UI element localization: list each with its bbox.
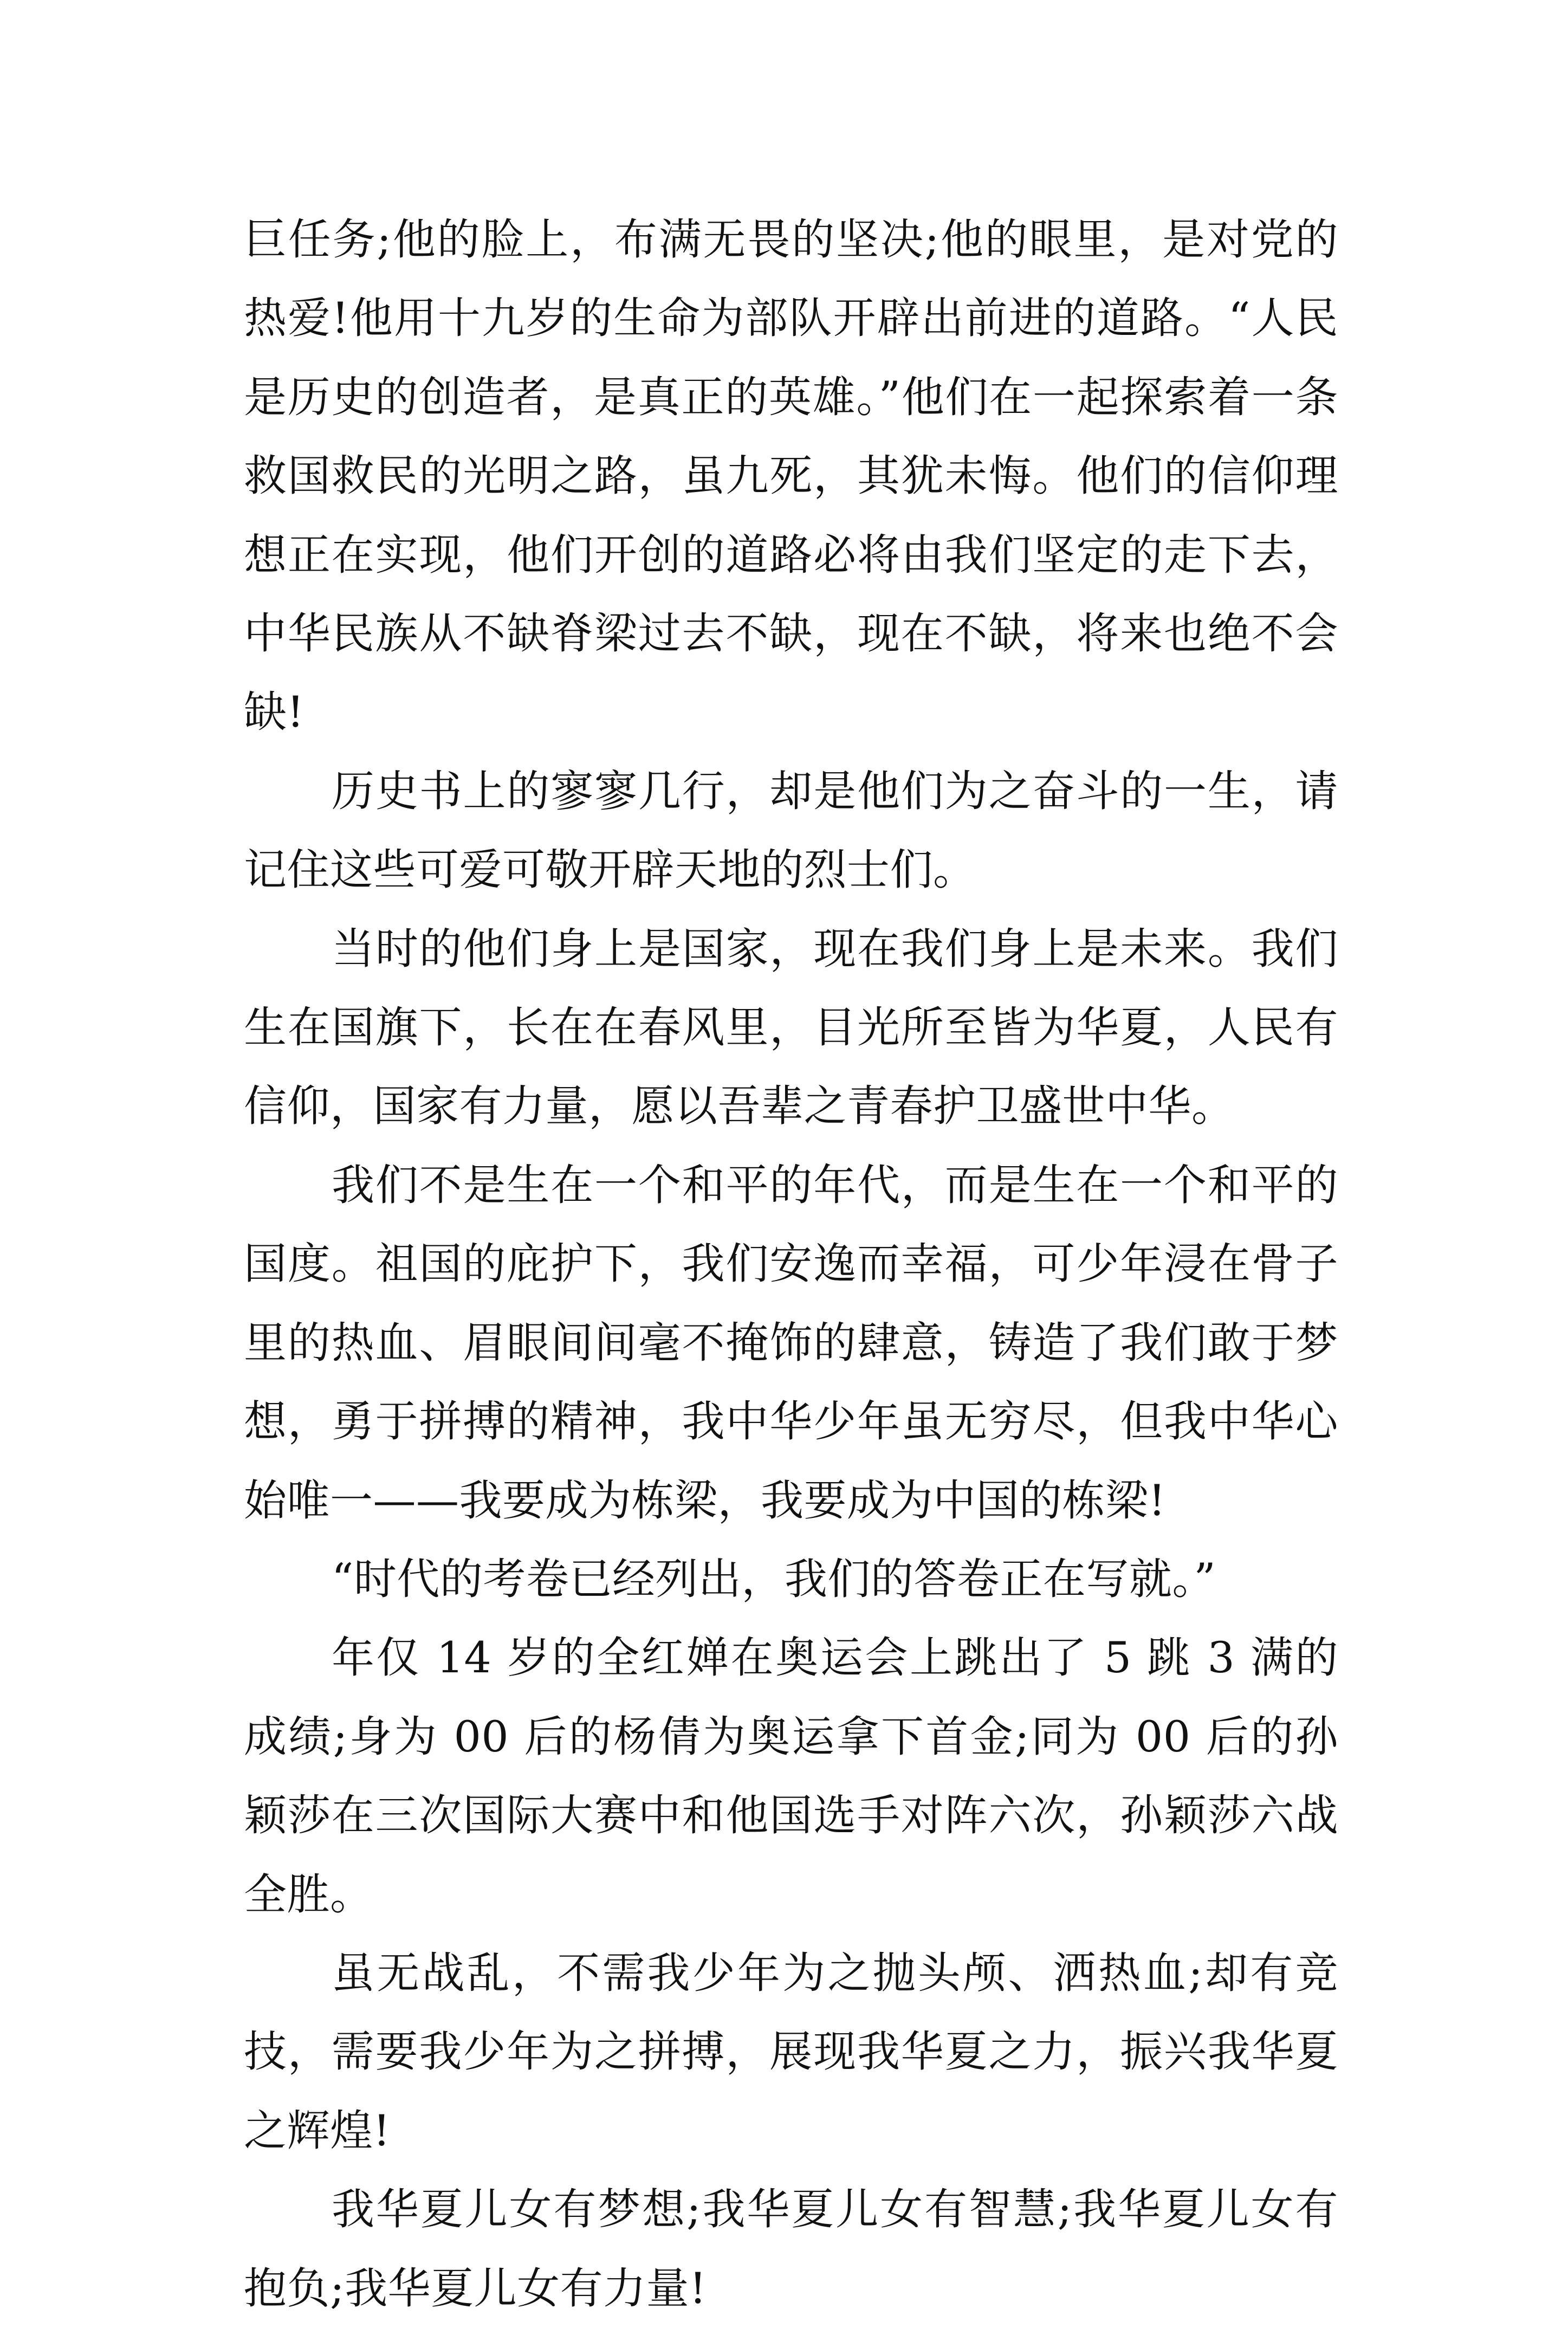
paragraph-2: 历史书上的寥寥几行，却是他们为之奋斗的一生，请记住这些可爱可敬开辟天地的烈士们。 bbox=[244, 766, 1338, 895]
paragraph-5: “时代的考卷已经列出，我们的答卷正在写就。” bbox=[332, 1554, 1216, 1604]
paragraph-3: 当时的他们身上是国家，现在我们身上是未来。我们生在国旗下，长在在春风里，目光所至皆为华夏，人民有信仰，国家有力量，愿以吾辈之青春护卫盛世中华。 bbox=[244, 923, 1338, 1131]
document-body bbox=[244, 201, 1338, 2328]
paragraph-4: 我们不是生在一个和平的年代，而是生在一个和平的国度。祖国的庇护下，我们安逸而幸福，可少年浸在骨子里的热血、眉眼间间毫不掩饰的肆意，铸造了我们敢于梦想，勇于拼搏的精神，我中华少年虽无穷尽，但我中华心始唯一——我要成为栋梁，我要成为中国的栋梁! bbox=[244, 1160, 1338, 1525]
paragraph-1: 巨任务;他的脸上，布满无畏的坚决;他的眼里，是对党的热爱!他用十九岁的生命为部队开辟出前进的道路。“人民是历史的创造者，是真正的英雄。”他们在一起探索着一条救国救民的光明之路，虽九死，其犹未悔。他们的信仰理想正在实现，他们开创的道路必将由我们坚定的走下去，中华民族从不缺脊梁过去不缺，现在不缺，将来也绝不会缺! bbox=[244, 215, 1338, 738]
paragraph-7: 虽无战乱，不需我少年为之抛头颅、洒热血;却有竞技，需要我少年为之拼搏，展现我华夏之力，振兴我华夏之辉煌! bbox=[244, 1948, 1338, 2156]
paragraph-8: 我华夏儿女有梦想;我华夏儿女有智慧;我华夏儿女有抱负;我华夏儿女有力量! bbox=[244, 2184, 1338, 2313]
paragraph-6: 年仅 14 岁的全红婵在奥运会上跳出了 5 跳 3 满的成绩;身为 00 后的杨倩为奥运拿下首金;同为 00 后的孙颖莎在三次国际大赛中和他国选手对阵六次，孙颖莎六战全胜。 bbox=[244, 1633, 1338, 1919]
